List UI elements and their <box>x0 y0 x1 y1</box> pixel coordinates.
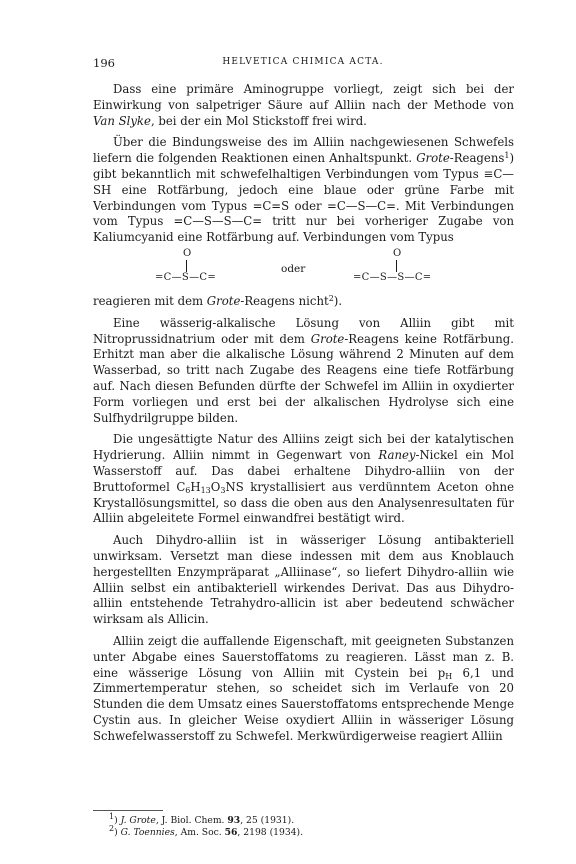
paragraph-grote-reagent <box>93 294 514 310</box>
author-name: Grote <box>310 331 345 346</box>
text-run: -Reagens <box>449 151 505 166</box>
text-run: H <box>190 479 201 494</box>
footnote-2: $^2$) G. Toennies, Am. Soc. 56, 2198 (1934). <box>109 824 304 838</box>
author-name: Grote <box>206 293 241 308</box>
formula-connector: oder <box>281 262 306 275</box>
footnote-ref[interactable]: 1 <box>504 151 510 161</box>
footnote-journal: , J. Biol. Chem. <box>155 815 228 826</box>
paragraph-amino-group <box>93 82 514 129</box>
text-run: -Reagens nicht <box>240 293 329 308</box>
paragraph-dihydro-alliin: Auch Dihydro-alliin ist in wässeriger Lösung antibakteriell unwirksam. Versetzt man diese indessen mit dem aus Knoblauch hergestellten Enzympräparat „Alliinase“, so liefert Dihydro-alliin wie Alliin selbst ein antibakteriell wirkendes Derivat. Das aus Dihydro-alliin entstehende Tetrahydro-allicin ist aber bedeutend schwächer wirksam als Allicin. <box>93 533 514 627</box>
text-run: ) gibt bekanntlich mit schwefelhaltigen Verbindungen vom Typus ≡C—SH eine Rotfärbung, jedoch eine blaue oder grüne Farbe mit Verbindungen vom Typus =C=S oder =C—S—C=. Mit Verbindungen vom Typus =C—S—S—C= tritt nur bei vorheriger Zugabe von Kaliumcyanid eine Rotfärbung auf. Verbindungen vom Typus <box>93 151 514 245</box>
footnote-number: 2 <box>109 824 115 833</box>
text-run: O <box>210 479 221 494</box>
oxygen-atom: O <box>183 247 192 259</box>
page-header <box>93 56 513 72</box>
subscript: 13 <box>200 485 211 495</box>
footnote-pages: , 2198 (1934). <box>237 827 304 838</box>
text-run: NS krystallisiert aus verdünntem Aceton ohne Krystallösungsmittel, so dass die oben aus den Analysenresultaten für Alliin abgeleitete Formel einwandfrei bestätigt wird. <box>93 479 514 526</box>
footnote-1: $^1$) J. Grote, J. Biol. Chem. 93, 25 (1931). <box>109 812 295 826</box>
text-run: Die ungesättigte Natur des Alliins zeigt sich bei der katalytischen Hydrierung. Alliin nimmt in Gegenwart von <box>93 432 514 463</box>
paragraph-alkaline-solution <box>93 316 514 427</box>
subscript: 6 <box>185 485 191 495</box>
sulfoxide-formula <box>155 248 275 288</box>
journal-title: HELVETICA CHIMICA ACTA. <box>222 57 384 67</box>
footnote-number: 1 <box>109 812 115 821</box>
footnote-author: J. Grote <box>120 815 156 826</box>
text-run: Eine wässerig-alkalische Lösung von Alliin gibt mit Nitroprussidnatrium oder mit dem <box>93 315 514 346</box>
oxygen-atom: O <box>393 247 402 259</box>
author-name: Grote <box>416 151 450 166</box>
footnote-volume: 56 <box>224 827 238 838</box>
paragraph-sulfur-bonding <box>93 135 514 246</box>
paragraph-hydrogenation <box>93 432 514 527</box>
page-number: 196 <box>93 56 115 70</box>
paragraph-oxygen-transfer <box>93 634 514 745</box>
footnote-author: G. Toennies <box>120 827 175 838</box>
footnote-rule <box>93 810 163 811</box>
double-bond-line <box>186 260 187 272</box>
text-run: Über die Bindungsweise des im Alliin nachgewiesenen Schwefels liefern die folgenden Reaktionen einen Anhaltspunkt. <box>93 135 514 166</box>
text-run: -Nickel ein Mol Wasserstoff auf. Das dabei erhaltene Dihydro-alliin von der Bruttoformel C <box>93 448 514 494</box>
text-run: , bei der ein Mol Stickstoff frei wird. <box>150 113 367 128</box>
formula-chain: =C—S—C= <box>155 271 217 283</box>
footnote-journal: , Am. Soc. <box>174 827 225 838</box>
footnote-volume: 93 <box>227 815 241 826</box>
footnotes <box>93 810 514 839</box>
formula-chain: =C—S—S—C= <box>353 271 432 283</box>
footnote-pages: , 25 (1931). <box>240 815 295 826</box>
text-run: reagieren mit dem <box>93 293 207 308</box>
text-run: Alliin zeigt die auffallende Eigenschaft, mit geeigneten Substanzen unter Abgabe eines Sauerstoffatoms zu reagieren. Lässt man z. B. eine wässerige Lösung von Alliin mit Cystein bei p <box>93 633 514 680</box>
subscript: 3 <box>220 485 226 495</box>
text-run: Dass eine primäre Aminogruppe vorliegt, zeigt sich bei der Einwirkung von salpetriger Säure auf Alliin nach der Methode von <box>93 82 514 112</box>
author-name: Raney <box>378 448 416 463</box>
double-bond-line <box>396 260 397 272</box>
text-run: -Reagens keine Rotfärbung. Erhitzt man aber die alkalische Lösung während 2 Minuten auf dem Wasserbad, so tritt nach Zugabe des Reagens eine tiefe Rotfärbung auf. Nach diesen Befunden dürfte der Schwefel im Alliin in oxydierter Form vorliegen und erst bei der alkalischen Hydrolyse sich eine Sulfhydrilgruppe bilden. <box>93 331 514 425</box>
thiosulfinate-formula <box>353 248 473 288</box>
text-run: ). <box>333 293 343 308</box>
article-body <box>93 82 514 744</box>
structural-formulas <box>93 248 514 290</box>
text-run: 6,1 und Zimmertemperatur stehen, so scheidet sich im Verlaufe von 20 Stunden die dem Umsatz eines Sauerstoffatoms entsprechende Menge Cystin aus. In gleicher Weise oxydiert Alliin in wässeriger Lösung Schwefelwasserstoff zu Schwefel. Merkwürdigerweise reagiert Alliin <box>93 665 514 743</box>
subscript: H <box>445 671 453 681</box>
footnote-ref[interactable]: 2 <box>328 293 334 303</box>
author-name: Van Slyke <box>93 113 151 128</box>
